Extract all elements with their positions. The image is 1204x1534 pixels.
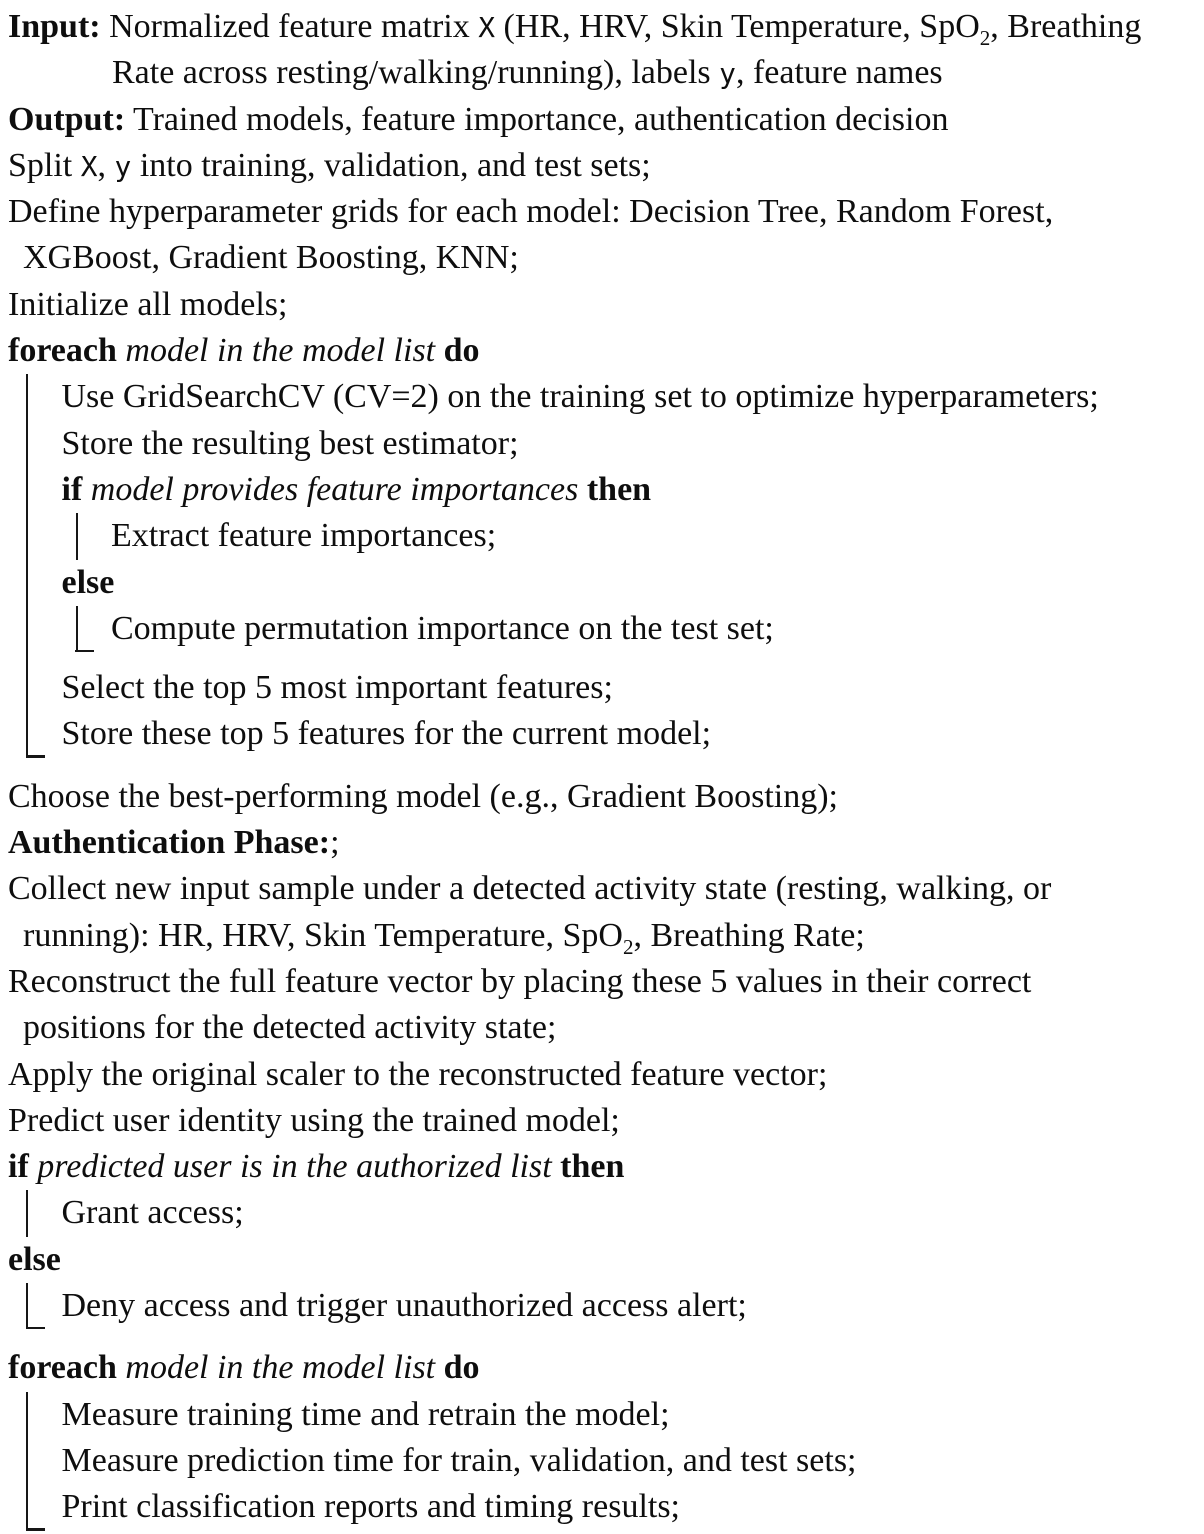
text: (HR, HRV, Skin Temperature, SpO bbox=[495, 8, 980, 45]
line-extract-importances bbox=[111, 513, 1204, 559]
keyword-else: else bbox=[61, 563, 115, 601]
text: Trained models, feature importance, authentication decision bbox=[125, 100, 949, 138]
text: Predict user identity using the trained model; bbox=[8, 1101, 620, 1139]
then-block-2 bbox=[26, 1190, 1204, 1236]
line-foreach-1 bbox=[8, 328, 1204, 374]
line-input bbox=[8, 4, 1204, 50]
text: , feature names bbox=[735, 54, 943, 92]
line-collect-sample-continuation bbox=[8, 913, 1204, 959]
text: , Breathing Rate; bbox=[633, 916, 865, 954]
line-foreach-2 bbox=[8, 1345, 1204, 1391]
line-print-reports bbox=[62, 1484, 1204, 1530]
text: Compute permutation importance on the test set; bbox=[111, 609, 774, 647]
text: Initialize all models; bbox=[8, 285, 288, 323]
text: Store these top 5 features for the current model; bbox=[61, 715, 712, 753]
line-reconstruct-vector-continuation bbox=[8, 1005, 1204, 1051]
line-deny-access bbox=[62, 1283, 1204, 1329]
keyword-else: else bbox=[8, 1240, 61, 1278]
keyword-if: if bbox=[61, 470, 83, 508]
var-y: y bbox=[114, 149, 132, 183]
line-choose-best bbox=[8, 774, 1204, 820]
text: Choose the best-performing model (e.g., Gradient Boosting); bbox=[8, 777, 838, 815]
text: XGBoost, Gradient Boosting, KNN; bbox=[23, 239, 519, 277]
text: Use GridSearchCV (CV=2) on the training set to optimize hyperparameters; bbox=[61, 378, 1099, 416]
line-define-grids bbox=[8, 189, 1204, 235]
keyword-foreach: foreach bbox=[8, 332, 117, 370]
line-input-continuation bbox=[8, 50, 1204, 96]
line-reconstruct-vector bbox=[8, 959, 1204, 1005]
var-X: X bbox=[478, 11, 496, 44]
text: running): HR, HRV, Skin Temperature, SpO bbox=[23, 916, 623, 954]
if-condition: model provides feature importances bbox=[82, 470, 587, 508]
line-split bbox=[8, 143, 1204, 189]
line-predict-identity bbox=[8, 1098, 1204, 1144]
text: Split bbox=[8, 146, 81, 184]
text: Extract feature importances; bbox=[111, 517, 497, 555]
line-output bbox=[8, 97, 1204, 143]
line-authentication-phase bbox=[8, 820, 1204, 866]
line-store-estimator bbox=[62, 421, 1204, 467]
line-store-top5 bbox=[62, 711, 1204, 757]
line-define-grids-continuation bbox=[8, 235, 1204, 281]
else-block-2 bbox=[26, 1283, 1204, 1329]
text: Select the top 5 most important features; bbox=[61, 669, 613, 707]
keyword-do: do bbox=[443, 332, 480, 370]
keyword-authentication-phase: Authentication Phase: bbox=[8, 824, 331, 862]
keyword-then: then bbox=[560, 1148, 625, 1186]
text: Normalized feature matrix bbox=[100, 8, 479, 45]
line-measure-prediction-time bbox=[62, 1438, 1204, 1484]
line-measure-training-time bbox=[62, 1392, 1204, 1438]
line-permutation-importance bbox=[111, 606, 1204, 652]
subscript: 2 bbox=[979, 25, 991, 50]
subscript: 2 bbox=[622, 934, 634, 959]
keyword-foreach: foreach bbox=[8, 1349, 117, 1387]
loop-condition: model in the model list bbox=[116, 1349, 444, 1387]
keyword-then: then bbox=[586, 470, 652, 508]
line-apply-scaler bbox=[8, 1052, 1204, 1098]
text: Print classification reports and timing results; bbox=[61, 1488, 681, 1526]
loop-condition: model in the model list bbox=[116, 332, 444, 370]
line-select-top5 bbox=[62, 665, 1204, 711]
line-else-1 bbox=[62, 560, 1204, 606]
text: Measure training time and retrain the model; bbox=[61, 1395, 670, 1433]
text: Collect new input sample under a detected activity state (resting, walking, or bbox=[8, 870, 1052, 908]
line-initialize-models bbox=[8, 282, 1204, 328]
text: Measure prediction time for train, validation, and test sets; bbox=[61, 1441, 857, 1479]
if-condition: predicted user is in the authorized list bbox=[28, 1148, 561, 1186]
text: positions for the detected activity state; bbox=[23, 1009, 557, 1047]
line-else-2 bbox=[8, 1237, 1204, 1283]
then-block-1 bbox=[76, 513, 1204, 559]
text: Define hyperparameter grids for each model: Decision Tree, Random Forest, bbox=[8, 193, 1054, 231]
line-gridsearch bbox=[62, 374, 1204, 420]
keyword-do: do bbox=[443, 1349, 480, 1387]
text: Grant access; bbox=[61, 1194, 244, 1232]
else-block-1 bbox=[76, 606, 1204, 652]
var-y: y bbox=[719, 57, 736, 91]
text: Deny access and trigger unauthorized access alert; bbox=[61, 1287, 747, 1325]
line-collect-sample bbox=[8, 866, 1204, 912]
line-if-2 bbox=[8, 1144, 1204, 1190]
line-grant-access bbox=[62, 1190, 1204, 1236]
keyword-if: if bbox=[8, 1148, 29, 1186]
text: Reconstruct the full feature vector by placing these 5 values in their correct bbox=[8, 962, 1032, 1000]
keyword-output: Output: bbox=[8, 100, 126, 138]
foreach-block-2 bbox=[26, 1392, 1204, 1531]
text: Store the resulting best estimator; bbox=[61, 424, 519, 462]
var-X: X bbox=[80, 149, 98, 183]
text: ; bbox=[330, 824, 340, 862]
foreach-block-1 bbox=[26, 374, 1204, 757]
line-if-1 bbox=[62, 467, 1204, 513]
text: , bbox=[97, 146, 115, 184]
text: Apply the original scaler to the reconstructed feature vector; bbox=[8, 1055, 828, 1093]
keyword-input: Input: bbox=[8, 8, 101, 45]
text: , Breathing bbox=[990, 8, 1142, 45]
text: into training, validation, and test sets; bbox=[131, 146, 651, 184]
text: Rate across resting/walking/running), labels bbox=[112, 54, 720, 92]
